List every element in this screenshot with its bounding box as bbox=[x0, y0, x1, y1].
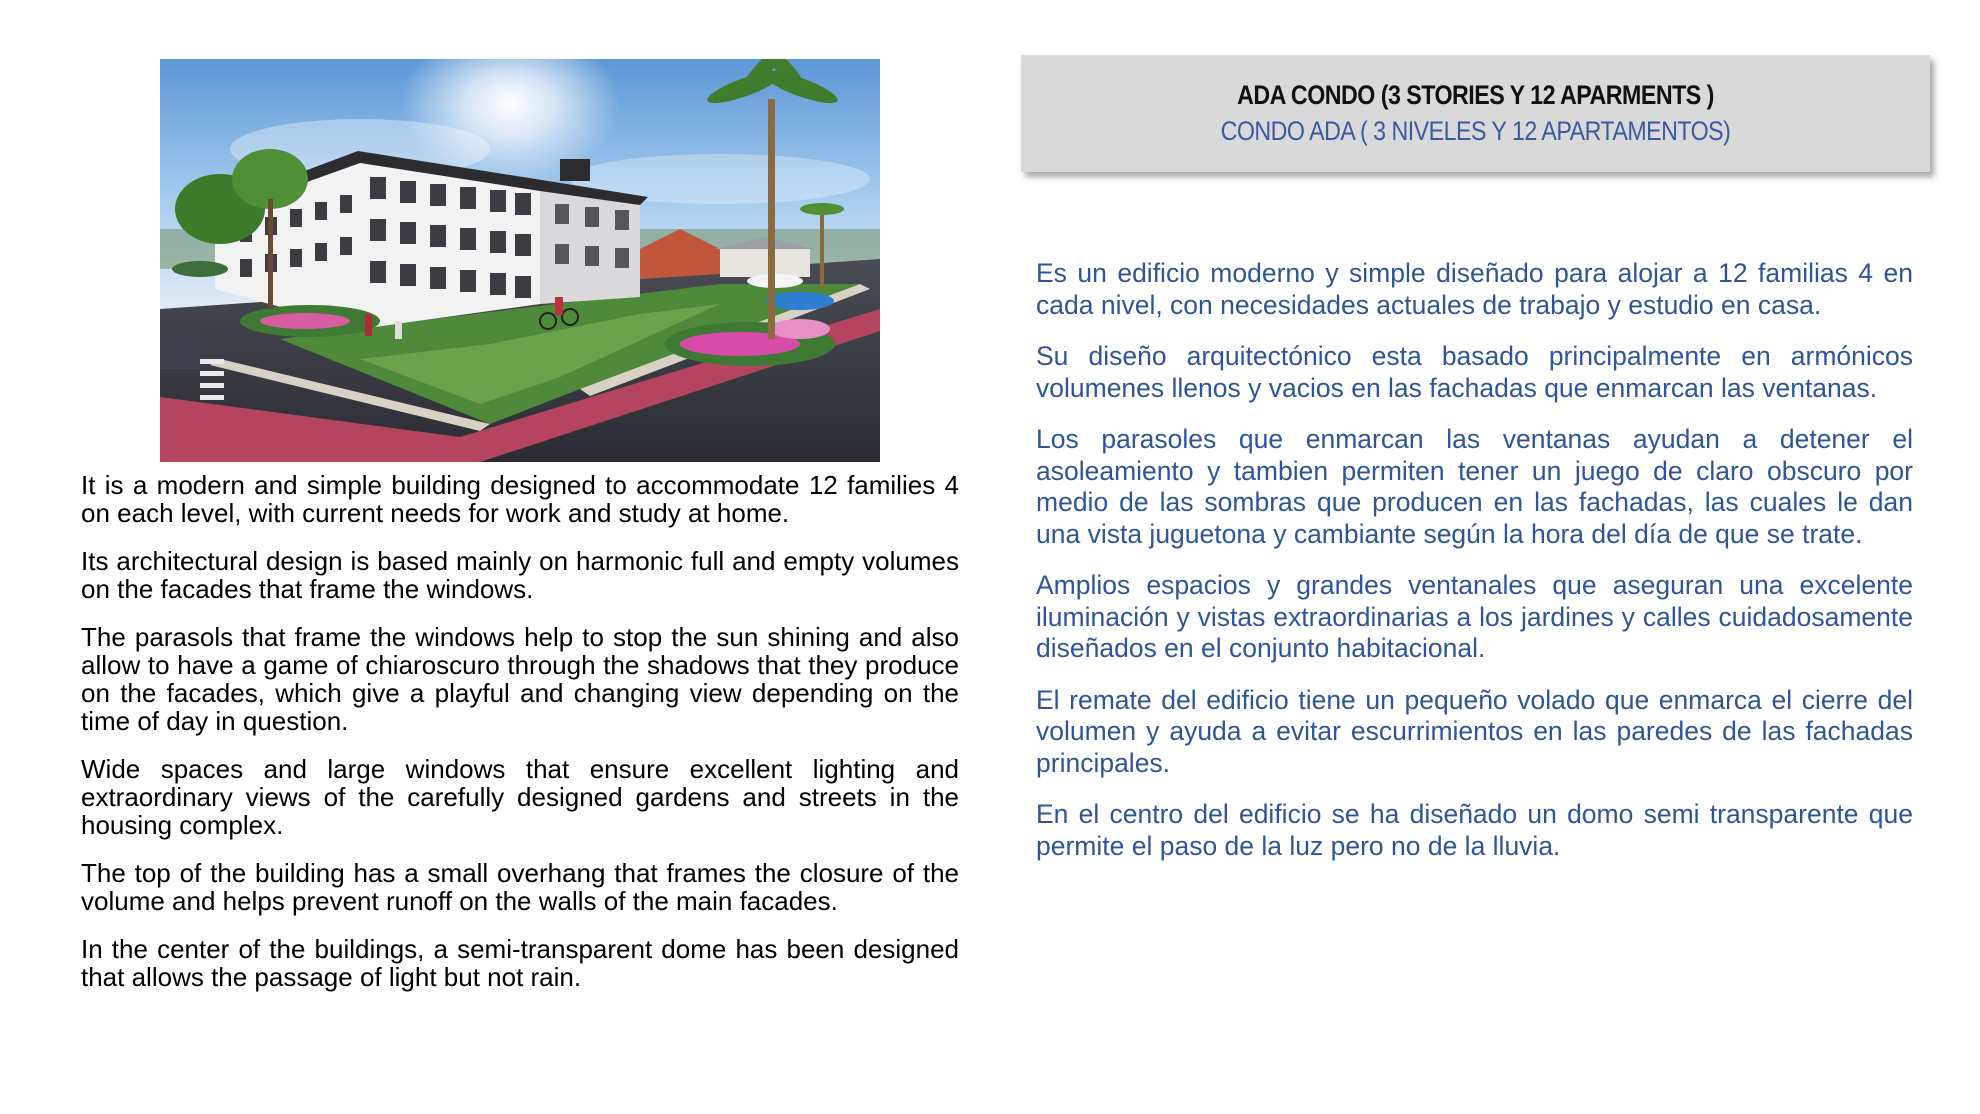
spanish-paragraph-3: Los parasoles que enmarcan las ventanas ayudan a detener el asoleamiento y tambien permiten tener un juego de claro obscuro por medio de las sombras que producen en las fachadas, las cuales le dan una vista juguetona y cambiante según la hora del día de que se trate. bbox=[1036, 424, 1913, 549]
spanish-paragraph-2: Su diseño arquitectónico esta basado principalmente en armónicos volumenes llenos y vacios en las fachadas que enmarcan las ventanas. bbox=[1036, 341, 1913, 403]
english-paragraph-2: Its architectural design is based mainly on harmonic full and empty volumes on the facades that frame the windows. bbox=[81, 546, 959, 604]
spanish-paragraph-6: En el centro del edificio se ha diseñado un domo semi transparente que permite el paso de la luz pero no de la lluvia. bbox=[1036, 799, 1913, 861]
title-box bbox=[1021, 55, 1930, 172]
english-paragraph-1: It is a modern and simple building designed to accommodate 12 families 4 on each level, with current needs for work and study at home. bbox=[81, 470, 959, 528]
english-paragraph-5: The top of the building has a small overhang that frames the closure of the volume and helps prevent runoff on the walls of the main facades. bbox=[81, 858, 959, 916]
spanish-description bbox=[1036, 258, 1913, 882]
building-rendering-image bbox=[160, 59, 880, 462]
english-description bbox=[81, 471, 959, 1011]
english-paragraph-3: The parasols that frame the windows help to stop the sun shining and also allow to have a game of chiaroscuro through the shadows that they produce on the facades, which give a playful and changing view depending on the time of day in question. bbox=[81, 622, 959, 736]
spanish-paragraph-1: Es un edificio moderno y simple diseñado para alojar a 12 familias 4 en cada nivel, con necesidades actuales de trabajo y estudio en casa. bbox=[1036, 258, 1913, 320]
title-english: ADA CONDO (3 STORIES Y 12 APARMENTS ) bbox=[1237, 80, 1714, 110]
english-paragraph-6: In the center of the buildings, a semi-transparent dome has been designed that allows the passage of light but not rain. bbox=[81, 934, 959, 992]
spanish-paragraph-4: Amplios espacios y grandes ventanales que aseguran una excelente iluminación y vistas extraordinarias a los jardines y calles cuidadosamente diseñados en el conjunto habitacional. bbox=[1036, 570, 1913, 663]
title-spanish: CONDO ADA ( 3 NIVELES Y 12 APARTAMENTOS) bbox=[1220, 116, 1731, 146]
english-paragraph-4: Wide spaces and large windows that ensure excellent lighting and extraordinary views of the carefully designed gardens and streets in the housing complex. bbox=[81, 754, 959, 840]
spanish-paragraph-5: El remate del edificio tiene un pequeño volado que enmarca el cierre del volumen y ayuda a evitar escurrimientos en las paredes de las fachadas principales. bbox=[1036, 684, 1913, 778]
